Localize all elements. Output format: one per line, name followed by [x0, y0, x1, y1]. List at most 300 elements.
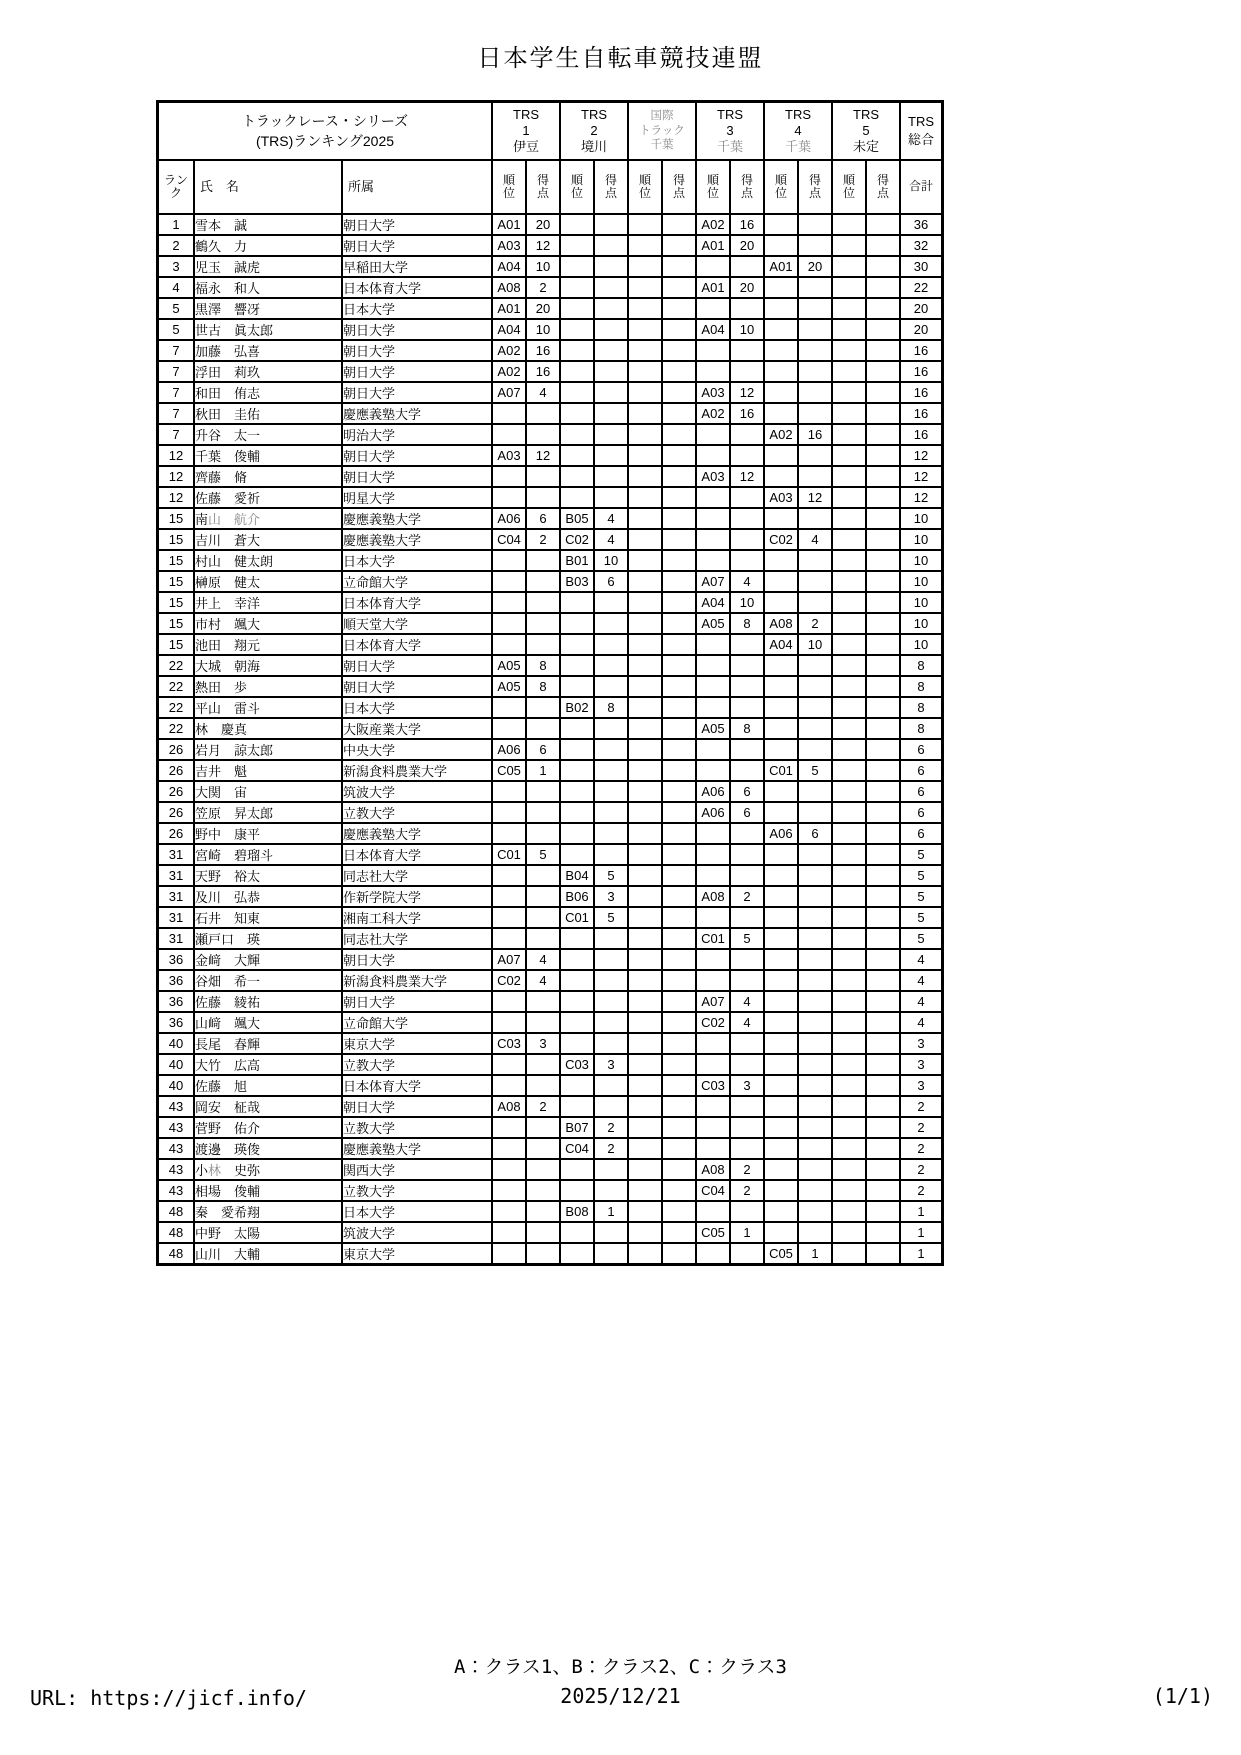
pts-cell-3: [662, 592, 696, 613]
pts-cell-5: [798, 865, 832, 886]
pos-cell-5: A03: [764, 487, 798, 508]
pos-cell-4: [696, 865, 730, 886]
pts-cell-5: [798, 214, 832, 235]
pts-cell-1: 6: [526, 739, 560, 760]
name-cell: 和田 侑志: [194, 382, 342, 403]
pts-cell-6: [866, 592, 900, 613]
pts-cell-6: [866, 1180, 900, 1201]
pts-cell-6: [866, 781, 900, 802]
pos-cell-6: [832, 340, 866, 361]
pts-cell-1: 4: [526, 949, 560, 970]
pts-cell-3: [662, 949, 696, 970]
table-row: [158, 1180, 942, 1201]
pts-cell-2: [594, 760, 628, 781]
pts-cell-3: [662, 445, 696, 466]
pts-cell-2: [594, 781, 628, 802]
pos-cell-3: [628, 697, 662, 718]
table-row: [158, 1243, 942, 1264]
pos-cell-4: [696, 487, 730, 508]
pts-cell-2: 10: [594, 550, 628, 571]
table-row: [158, 319, 942, 340]
pts-cell-2: [594, 424, 628, 445]
pts-cell-5: [798, 1054, 832, 1075]
pts-cell-3: [662, 802, 696, 823]
pts-cell-4: 12: [730, 382, 764, 403]
pos-cell-3: [628, 445, 662, 466]
pts-cell-3: [662, 865, 696, 886]
pts-cell-3: [662, 361, 696, 382]
pos-cell-6: [832, 1117, 866, 1138]
pos-cell-5: [764, 550, 798, 571]
affiliation-cell: 作新学院大学: [342, 886, 492, 907]
pts-cell-4: 20: [730, 235, 764, 256]
table-row: [158, 403, 942, 424]
pts-cell-4: 4: [730, 571, 764, 592]
total-cell: 6: [900, 739, 942, 760]
pos-cell-5: [764, 1033, 798, 1054]
pos-cell-5: [764, 592, 798, 613]
pos-cell-6: [832, 571, 866, 592]
pts-column-header-6: 得 点: [866, 160, 900, 214]
table-row: [158, 382, 942, 403]
pts-cell-1: [526, 928, 560, 949]
pts-cell-4: [730, 529, 764, 550]
name-cell: 瀬戸口 瑛: [194, 928, 342, 949]
rank-cell: 22: [158, 655, 194, 676]
pts-cell-6: [866, 298, 900, 319]
pts-cell-1: 2: [526, 529, 560, 550]
pos-cell-6: [832, 1096, 866, 1117]
pos-cell-3: [628, 1180, 662, 1201]
table-row: [158, 739, 942, 760]
name-cell: 山﨑 颯大: [194, 1012, 342, 1033]
pts-cell-4: 8: [730, 718, 764, 739]
pos-cell-2: [560, 1096, 594, 1117]
pts-cell-1: [526, 466, 560, 487]
total-cell: 2: [900, 1180, 942, 1201]
pts-cell-5: [798, 1096, 832, 1117]
rank-cell: 15: [158, 592, 194, 613]
table-row: [158, 991, 942, 1012]
table-row: [158, 907, 942, 928]
pts-cell-6: [866, 319, 900, 340]
pos-cell-2: [560, 361, 594, 382]
pos-cell-6: [832, 1159, 866, 1180]
pts-cell-4: [730, 1138, 764, 1159]
total-cell: 4: [900, 949, 942, 970]
pts-cell-2: 5: [594, 865, 628, 886]
pts-cell-3: [662, 1180, 696, 1201]
pos-cell-4: C04: [696, 1180, 730, 1201]
pos-cell-1: A02: [492, 361, 526, 382]
rank-cell: 15: [158, 634, 194, 655]
pos-cell-3: [628, 634, 662, 655]
pts-cell-2: 3: [594, 1054, 628, 1075]
pts-cell-3: [662, 1201, 696, 1222]
pts-cell-2: [594, 319, 628, 340]
total-cell: 16: [900, 403, 942, 424]
affiliation-cell: 明治大学: [342, 424, 492, 445]
pos-cell-2: C04: [560, 1138, 594, 1159]
pts-cell-6: [866, 1054, 900, 1075]
pos-cell-3: [628, 970, 662, 991]
pts-cell-1: [526, 1222, 560, 1243]
name-cell: 石井 知東: [194, 907, 342, 928]
rank-cell: 7: [158, 403, 194, 424]
pos-cell-1: [492, 865, 526, 886]
affiliation-cell: 朝日大学: [342, 1096, 492, 1117]
name-cell: 熱田 歩: [194, 676, 342, 697]
pos-cell-5: A02: [764, 424, 798, 445]
pos-cell-2: [560, 340, 594, 361]
pts-cell-1: [526, 592, 560, 613]
pos-cell-2: [560, 739, 594, 760]
name-cell: 升谷 太一: [194, 424, 342, 445]
pos-cell-6: [832, 298, 866, 319]
pos-cell-5: [764, 1096, 798, 1117]
pos-cell-3: [628, 655, 662, 676]
pts-cell-4: 3: [730, 1075, 764, 1096]
pts-cell-5: [798, 277, 832, 298]
pts-cell-1: 10: [526, 256, 560, 277]
table-row: [158, 886, 942, 907]
pts-cell-6: [866, 823, 900, 844]
pts-cell-6: [866, 361, 900, 382]
pos-cell-4: A02: [696, 214, 730, 235]
pts-cell-1: [526, 1201, 560, 1222]
pts-cell-3: [662, 886, 696, 907]
total-cell: 32: [900, 235, 942, 256]
rank-cell: 15: [158, 550, 194, 571]
pos-cell-3: [628, 235, 662, 256]
pos-cell-1: [492, 907, 526, 928]
affiliation-cell: 立命館大学: [342, 571, 492, 592]
pts-cell-6: [866, 277, 900, 298]
table-row: [158, 802, 942, 823]
affiliation-cell: 同志社大学: [342, 928, 492, 949]
pts-cell-4: [730, 340, 764, 361]
pts-cell-4: [730, 739, 764, 760]
pos-cell-4: [696, 844, 730, 865]
pos-cell-6: [832, 781, 866, 802]
pts-cell-3: [662, 466, 696, 487]
table-row: [158, 550, 942, 571]
table-row: [158, 1138, 942, 1159]
total-cell: 5: [900, 886, 942, 907]
pts-cell-6: [866, 529, 900, 550]
name-cell: 菅野 佑介: [194, 1117, 342, 1138]
name-cell: 岩月 諒太郎: [194, 739, 342, 760]
pos-cell-3: [628, 1075, 662, 1096]
pts-cell-1: [526, 802, 560, 823]
pos-cell-5: C01: [764, 760, 798, 781]
pos-cell-3: [628, 676, 662, 697]
pts-cell-4: [730, 1096, 764, 1117]
pts-cell-5: 2: [798, 613, 832, 634]
pts-cell-2: 2: [594, 1117, 628, 1138]
pos-cell-5: [764, 886, 798, 907]
pts-cell-1: 16: [526, 340, 560, 361]
total-cell: 3: [900, 1033, 942, 1054]
total-cell: 20: [900, 298, 942, 319]
pts-cell-6: [866, 340, 900, 361]
rank-cell: 1: [158, 214, 194, 235]
pts-cell-5: 6: [798, 823, 832, 844]
pos-cell-2: [560, 256, 594, 277]
pos-cell-3: [628, 214, 662, 235]
pos-cell-4: [696, 1033, 730, 1054]
table-row: [158, 277, 942, 298]
pos-cell-2: B05: [560, 508, 594, 529]
pos-cell-5: [764, 907, 798, 928]
pos-cell-2: [560, 1159, 594, 1180]
affiliation-cell: 朝日大学: [342, 361, 492, 382]
name-cell: 秋田 圭佑: [194, 403, 342, 424]
pos-cell-2: [560, 235, 594, 256]
table-row: [158, 1117, 942, 1138]
pos-cell-2: [560, 970, 594, 991]
pos-cell-4: A06: [696, 781, 730, 802]
pts-cell-2: [594, 634, 628, 655]
total-cell: 8: [900, 697, 942, 718]
pos-cell-1: [492, 1075, 526, 1096]
pos-cell-3: [628, 718, 662, 739]
pos-cell-1: A01: [492, 298, 526, 319]
pos-cell-6: [832, 319, 866, 340]
table-row: [158, 844, 942, 865]
total-cell: 16: [900, 340, 942, 361]
pts-cell-5: [798, 1180, 832, 1201]
pts-cell-4: [730, 823, 764, 844]
affiliation-cell: 関西大学: [342, 1159, 492, 1180]
pos-cell-6: [832, 1033, 866, 1054]
total-cell: 8: [900, 676, 942, 697]
total-cell: 5: [900, 865, 942, 886]
total-cell: 3: [900, 1075, 942, 1096]
pts-cell-6: [866, 382, 900, 403]
rank-cell: 4: [158, 277, 194, 298]
pts-cell-2: [594, 823, 628, 844]
affiliation-cell: 東京大学: [342, 1243, 492, 1264]
rank-cell: 48: [158, 1222, 194, 1243]
pos-cell-6: [832, 634, 866, 655]
affiliation-cell: 慶應義塾大学: [342, 529, 492, 550]
pts-cell-4: [730, 256, 764, 277]
pts-cell-5: [798, 340, 832, 361]
affiliation-cell: 朝日大学: [342, 949, 492, 970]
pts-cell-2: 4: [594, 529, 628, 550]
rank-cell: 43: [158, 1117, 194, 1138]
pts-cell-2: [594, 403, 628, 424]
table-row: [158, 655, 942, 676]
pos-cell-6: [832, 697, 866, 718]
pos-cell-2: [560, 991, 594, 1012]
pts-cell-5: [798, 382, 832, 403]
pos-cell-2: [560, 382, 594, 403]
total-cell: 1: [900, 1243, 942, 1264]
pts-cell-3: [662, 1075, 696, 1096]
pts-cell-3: [662, 1243, 696, 1264]
pos-cell-3: [628, 319, 662, 340]
pos-cell-5: [764, 1180, 798, 1201]
rank-cell: 15: [158, 508, 194, 529]
pos-cell-5: [764, 949, 798, 970]
pos-cell-5: [764, 445, 798, 466]
pos-cell-1: A08: [492, 277, 526, 298]
pts-cell-4: 2: [730, 1180, 764, 1201]
table-row: [158, 424, 942, 445]
pos-cell-3: [628, 1201, 662, 1222]
pts-cell-3: [662, 1033, 696, 1054]
pts-cell-5: [798, 235, 832, 256]
table-row: [158, 466, 942, 487]
pts-cell-6: [866, 1222, 900, 1243]
total-cell: 4: [900, 970, 942, 991]
pos-cell-4: [696, 550, 730, 571]
pos-cell-6: [832, 718, 866, 739]
pos-cell-1: [492, 886, 526, 907]
pos-cell-3: [628, 571, 662, 592]
pos-cell-1: A03: [492, 235, 526, 256]
pts-cell-1: [526, 403, 560, 424]
pos-cell-1: [492, 466, 526, 487]
name-cell: 野中 康平: [194, 823, 342, 844]
pts-cell-2: [594, 949, 628, 970]
pos-cell-5: A04: [764, 634, 798, 655]
name-cell: 南山 航介: [194, 508, 342, 529]
event-header-6: TRS 5 未定: [832, 102, 900, 160]
name-cell: 岡安 柾哉: [194, 1096, 342, 1117]
pts-cell-2: 6: [594, 571, 628, 592]
total-cell: 10: [900, 592, 942, 613]
pos-cell-2: [560, 760, 594, 781]
pts-cell-1: [526, 571, 560, 592]
pos-cell-5: [764, 1138, 798, 1159]
pts-cell-6: [866, 571, 900, 592]
pos-cell-1: [492, 1243, 526, 1264]
table-row: [158, 487, 942, 508]
total-cell: 2: [900, 1159, 942, 1180]
pts-cell-3: [662, 235, 696, 256]
pos-cell-3: [628, 550, 662, 571]
table-row: [158, 760, 942, 781]
pos-cell-5: [764, 697, 798, 718]
pts-cell-6: [866, 1075, 900, 1096]
pts-cell-6: [866, 1138, 900, 1159]
pos-cell-4: A06: [696, 802, 730, 823]
total-cell: 10: [900, 634, 942, 655]
pts-cell-3: [662, 550, 696, 571]
pts-cell-2: [594, 214, 628, 235]
pts-cell-6: [866, 1012, 900, 1033]
pts-cell-5: 16: [798, 424, 832, 445]
table-row: [158, 697, 942, 718]
pos-cell-6: [832, 1075, 866, 1096]
pos-cell-5: [764, 403, 798, 424]
pts-cell-6: [866, 802, 900, 823]
name-cell: 市村 颯大: [194, 613, 342, 634]
header-row-events: [158, 102, 942, 160]
pos-cell-2: [560, 1012, 594, 1033]
pts-cell-5: 20: [798, 256, 832, 277]
total-column-header: 合計: [900, 160, 942, 214]
table-row: [158, 1201, 942, 1222]
pos-cell-2: [560, 634, 594, 655]
total-cell: 2: [900, 1138, 942, 1159]
pts-cell-3: [662, 655, 696, 676]
rank-cell: 40: [158, 1075, 194, 1096]
pts-cell-5: [798, 991, 832, 1012]
pts-cell-6: [866, 718, 900, 739]
pos-cell-2: B07: [560, 1117, 594, 1138]
affiliation-cell: 朝日大学: [342, 214, 492, 235]
pts-cell-3: [662, 1117, 696, 1138]
pos-cell-3: [628, 1117, 662, 1138]
rank-cell: 26: [158, 760, 194, 781]
pos-cell-6: [832, 802, 866, 823]
total-cell: 1: [900, 1201, 942, 1222]
pts-cell-1: [526, 697, 560, 718]
ranking-table: [156, 100, 944, 1266]
pts-cell-5: 4: [798, 529, 832, 550]
pts-cell-1: [526, 865, 560, 886]
pts-cell-2: 4: [594, 508, 628, 529]
pos-cell-4: A07: [696, 571, 730, 592]
rank-cell: 15: [158, 529, 194, 550]
pts-cell-3: [662, 298, 696, 319]
affiliation-cell: 日本大学: [342, 550, 492, 571]
pts-cell-6: [866, 1243, 900, 1264]
pos-cell-6: [832, 928, 866, 949]
pos-cell-5: [764, 802, 798, 823]
pos-cell-1: A08: [492, 1096, 526, 1117]
pts-cell-6: [866, 928, 900, 949]
pos-cell-3: [628, 1033, 662, 1054]
pos-cell-3: [628, 991, 662, 1012]
pos-cell-3: [628, 949, 662, 970]
pos-cell-6: [832, 1180, 866, 1201]
pts-cell-4: [730, 697, 764, 718]
rank-cell: 26: [158, 739, 194, 760]
pos-cell-1: [492, 1222, 526, 1243]
pts-cell-4: 5: [730, 928, 764, 949]
pos-cell-6: [832, 508, 866, 529]
pos-cell-1: A04: [492, 256, 526, 277]
table-row: [158, 613, 942, 634]
affiliation-cell: 朝日大学: [342, 655, 492, 676]
pos-cell-2: [560, 949, 594, 970]
rank-cell: 31: [158, 928, 194, 949]
pts-cell-2: [594, 487, 628, 508]
pos-cell-4: [696, 1096, 730, 1117]
pts-cell-4: [730, 1243, 764, 1264]
pts-cell-3: [662, 739, 696, 760]
total-header-cell: TRS 総合: [900, 102, 942, 160]
pos-cell-1: A05: [492, 655, 526, 676]
pts-cell-6: [866, 424, 900, 445]
pts-cell-1: [526, 487, 560, 508]
pts-cell-3: [662, 319, 696, 340]
pts-cell-3: [662, 781, 696, 802]
pos-cell-2: [560, 445, 594, 466]
pts-cell-6: [866, 445, 900, 466]
pos-cell-1: [492, 928, 526, 949]
rank-cell: 36: [158, 970, 194, 991]
affiliation-cell: 日本大学: [342, 697, 492, 718]
pos-cell-3: [628, 487, 662, 508]
rank-cell: 36: [158, 991, 194, 1012]
pts-cell-4: [730, 550, 764, 571]
